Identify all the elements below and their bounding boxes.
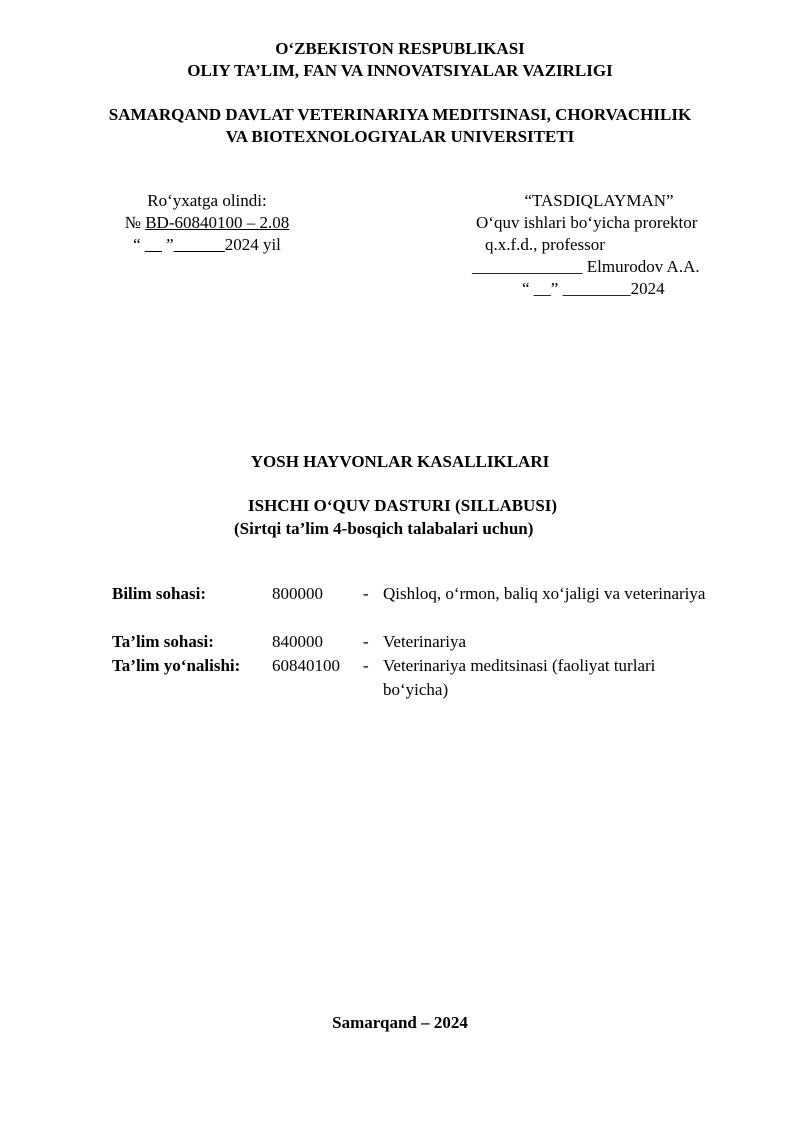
- date-open-quote: “: [133, 235, 145, 254]
- detail-code: 840000: [272, 632, 323, 651]
- university-line-2: VA BIOTEXNOLOGIYALAR UNIVERSITETI: [225, 127, 575, 146]
- detail-dash: -: [363, 584, 369, 603]
- registration-number-line: [112, 212, 302, 234]
- footer-place-year: Samarqand – 2024: [332, 1013, 468, 1032]
- approval-signature-line: _____________ Elmurodov A.A.: [472, 257, 700, 276]
- approval-date: “ __” ________2024: [522, 279, 665, 298]
- date-month-blank: ______: [173, 235, 225, 254]
- detail-label: Bilim sohasi:: [112, 584, 206, 603]
- approval-block: [468, 190, 730, 300]
- number-sign: №: [124, 213, 146, 232]
- detail-code: 60840100: [272, 656, 340, 675]
- registration-label: Ro‘yxatga olindi:: [147, 191, 267, 210]
- approval-position: O‘quv ishlari bo‘yicha prorektor: [476, 213, 698, 232]
- ministry-line-1: O‘ZBEKISTON RESPUBLIKASI: [275, 39, 525, 58]
- registration-number: BD-60840100 – 2.08: [145, 213, 290, 232]
- detail-description: Qishloq, o‘rmon, baliq xo‘jaligi va veterinariya: [383, 584, 706, 603]
- detail-dash: -: [363, 632, 369, 651]
- approval-degree: q.x.f.d., professor: [485, 235, 605, 254]
- detail-description: Veterinariya meditsinasi (faoliyat turlari bo‘yicha): [383, 656, 656, 699]
- university-line-1: SAMARQAND DAVLAT VETERINARIYA MEDITSINASI, CHORVACHILIK: [108, 105, 692, 124]
- detail-row: [0, 582, 800, 632]
- registration-block: [112, 190, 302, 256]
- date-close-quote: ”: [161, 235, 174, 254]
- detail-row: [0, 654, 800, 704]
- detail-label: Ta’lim yo‘nalishi:: [112, 656, 241, 675]
- detail-description: Veterinariya: [383, 632, 467, 651]
- ministry-line-2: OLIY TA’LIM, FAN VA INNOVATSIYALAR VAZIRLIGI: [187, 61, 613, 80]
- detail-label: Ta’lim sohasi:: [112, 632, 214, 651]
- detail-code: 800000: [272, 584, 323, 603]
- university-heading: [0, 104, 800, 148]
- program-title: ISHCHI O‘QUV DASTURI (SILLABUSI): [248, 496, 558, 515]
- registration-date-line: [112, 234, 302, 256]
- program-audience: (Sirtqi ta’lim 4-bosqich talabalari uchun): [234, 519, 534, 538]
- detail-row: [0, 630, 800, 654]
- approval-title: “TASDIQLAYMAN”: [524, 191, 674, 210]
- date-year: 2024 yil: [224, 235, 281, 254]
- ministry-heading: [0, 38, 800, 82]
- detail-dash: -: [363, 656, 369, 675]
- course-title: YOSH HAYVONLAR KASALLIKLARI: [250, 452, 550, 471]
- date-day-blank: __: [144, 235, 162, 254]
